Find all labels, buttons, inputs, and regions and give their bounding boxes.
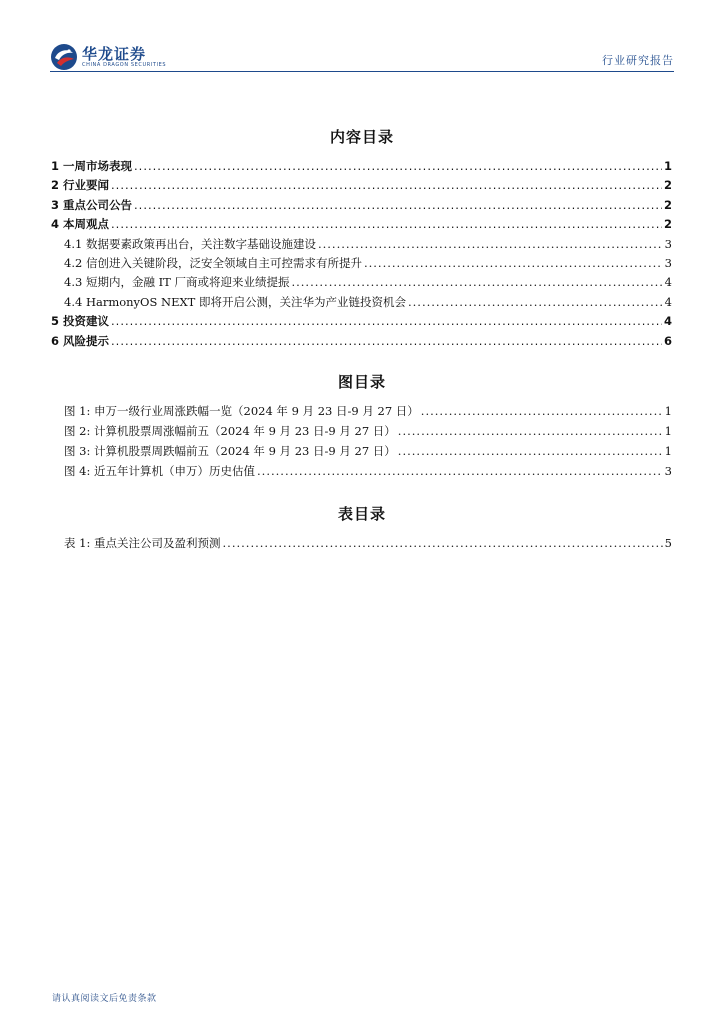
toc-entry-label: 3 重点公司公告	[51, 197, 133, 212]
toc-entry-label: 4.4 HarmonyOS NEXT 即将开启公测，关注华为产业链投资机会	[64, 294, 406, 309]
toc-entry[interactable]	[51, 197, 672, 216]
toc-entry[interactable]	[51, 216, 672, 235]
toc-entry[interactable]	[51, 177, 672, 196]
toc-entry-page: 3	[664, 236, 672, 251]
figure-entry[interactable]	[64, 463, 672, 483]
dot-leader	[111, 217, 662, 231]
figure-entry-label: 图 4: 近五年计算机（申万）历史估值	[64, 464, 256, 478]
toc-title: 内容目录	[329, 128, 394, 146]
footer-disclaimer: 请认真阅读文后免责条款	[52, 994, 157, 1004]
company-name-cn: 华龙证券	[82, 44, 147, 63]
dot-leader	[408, 295, 663, 309]
figure-entry-label: 图 1: 申万一级行业周涨跌幅一览（2024 年 9 月 23 日-9 月 27 日）	[64, 404, 419, 418]
dot-leader	[111, 314, 662, 328]
dot-leader	[111, 178, 662, 192]
toc-entry[interactable]	[51, 333, 672, 352]
toc-entry-page: 2	[663, 197, 672, 212]
toc-entry[interactable]	[51, 313, 672, 332]
figure-entry[interactable]	[64, 443, 672, 463]
toc-entry[interactable]	[51, 294, 672, 313]
header-divider	[50, 71, 674, 72]
dot-leader	[134, 198, 662, 212]
toc-entry-page: 4	[664, 294, 672, 309]
toc-entry-label: 4 本周观点	[51, 217, 110, 232]
page-header	[50, 40, 674, 72]
figure-entry-page: 1	[664, 404, 672, 418]
table-entry-page: 5	[664, 536, 672, 550]
dot-leader	[398, 444, 663, 458]
dot-leader	[364, 256, 663, 270]
figure-entry-label: 图 3: 计算机股票周跌幅前五（2024 年 9 月 23 日-9 月 27 日）	[64, 444, 396, 458]
toc-entry-page: 1	[663, 159, 672, 173]
toc-entry-page: 4	[663, 314, 672, 329]
figure-list	[64, 403, 672, 483]
toc-entry-label: 5 投资建议	[51, 314, 110, 329]
figure-entry-page: 1	[664, 444, 672, 458]
table-entry-label: 表 1: 重点关注公司及盈利预测	[64, 536, 221, 550]
toc-entry[interactable]	[51, 236, 672, 255]
tables-title: 表目录	[337, 505, 386, 523]
dot-leader	[223, 536, 663, 550]
toc-entry[interactable]	[51, 274, 672, 293]
toc-entry-page: 2	[663, 178, 672, 193]
dot-leader	[318, 237, 663, 251]
dragon-logo-icon	[50, 43, 78, 71]
figure-entry-page: 1	[664, 424, 672, 438]
dot-leader	[291, 275, 662, 289]
company-name-en: CHINA DRAGON SECURITIES	[82, 61, 167, 68]
dot-leader	[398, 424, 663, 438]
figure-entry-label: 图 2: 计算机股票周涨幅前五（2024 年 9 月 23 日-9 月 27 日）	[64, 424, 396, 438]
toc-entry-label: 4.1 数据要素政策再出台，关注数字基础设施建设	[64, 236, 316, 251]
toc-entry-label: 1 一周市场表现	[51, 159, 133, 173]
dot-leader	[421, 404, 663, 418]
toc-entry[interactable]	[51, 255, 672, 274]
dot-leader	[111, 334, 662, 348]
toc-entry-page: 2	[663, 217, 672, 232]
toc-entry-page: 6	[663, 333, 672, 348]
toc-entry-label: 4.2 信创进入关键阶段，泛安全领域自主可控需求有所提升	[64, 255, 362, 270]
dot-leader	[134, 159, 662, 173]
figure-entry[interactable]	[64, 403, 672, 423]
toc-entry-page: 3	[664, 255, 672, 270]
toc-entry-label: 6 风险提示	[51, 333, 110, 348]
table-list	[64, 535, 672, 555]
toc-entry[interactable]	[51, 158, 672, 177]
toc-list	[51, 158, 672, 352]
toc-entry-page: 4	[664, 275, 672, 290]
dot-leader	[257, 464, 663, 478]
table-entry[interactable]	[64, 535, 672, 555]
toc-entry-label: 4.3 短期内，金融 IT 厂商或将迎来业绩提振	[64, 275, 290, 290]
company-logo	[50, 42, 166, 72]
figure-entry-page: 3	[664, 464, 672, 478]
figures-title: 图目录	[337, 373, 386, 391]
figure-entry[interactable]	[64, 423, 672, 443]
toc-entry-label: 2 行业要闻	[51, 178, 110, 193]
report-type-label: 行业研究报告	[602, 54, 674, 67]
